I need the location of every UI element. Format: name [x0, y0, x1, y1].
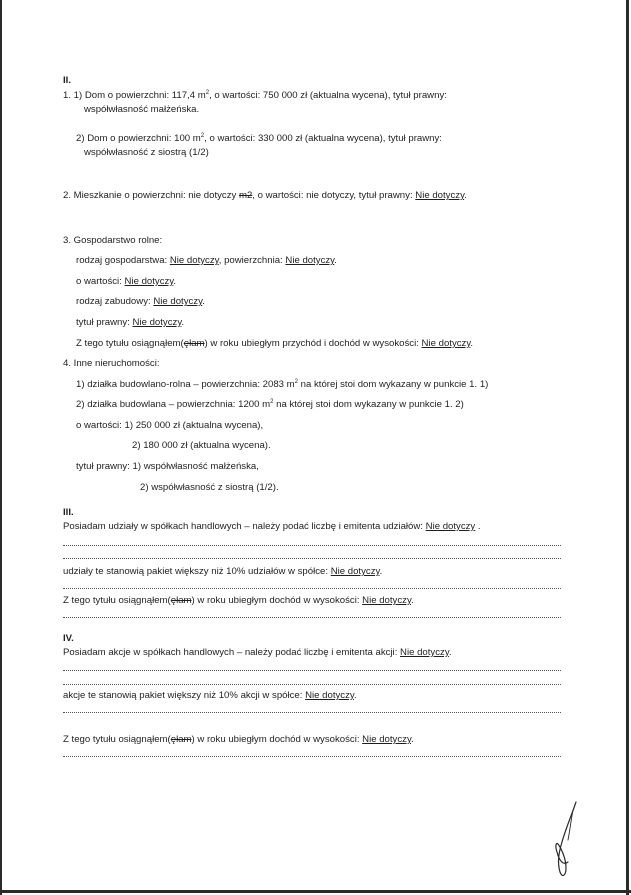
item-3-rodzaj: rodzaj gospodarstwa: Nie dotyczy, powierzchnia: Nie dotyczy. — [76, 255, 337, 266]
section-ii-heading: II. — [63, 75, 71, 86]
item-4-wartosc-1: o wartości: 1) 250 000 zł (aktualna wycena), — [76, 420, 264, 431]
item-4-tytul-2: 2) współwłasność z siostrą (1/2). — [140, 482, 279, 493]
section-iii-udzialy: Posiadam udziały w spółkach handlowych – należy podać liczbę i emitenta udziałów: Nie dotyczy . — [63, 521, 481, 532]
dotted-line — [63, 712, 561, 713]
section-iii-dochod: Z tego tytułu osiągnąłem(ęłam) w roku ubiegłym dochód w wysokości: Nie dotyczy. — [63, 595, 414, 606]
item-4-title: 4. Inne nieruchomości: — [63, 358, 160, 369]
item-1-1-cont: współwłasność małżeńska. — [84, 104, 200, 115]
item-4-dzialka-1: 1) działka budowlano-rolna – powierzchnia: 2083 $m^2$ na której stoi dom wykazany w punkcie 1. 1) — [76, 378, 489, 390]
item-3-title: 3. Gospodarstwo rolne: — [63, 235, 163, 246]
item-3-zabudowa: rodzaj zabudowy: Nie dotyczy. — [76, 296, 205, 307]
dotted-line — [63, 558, 561, 559]
item-4-wartosc-2: 2) 180 000 zł (aktualna wycena). — [132, 440, 271, 451]
item-2: 2. Mieszkanie o powierzchni: nie dotyczy m2, o wartości: nie dotyczy, tytuł prawny: Nie dotyczy. — [63, 190, 467, 201]
section-iv-pakiet: akcje te stanowią pakiet większy niż 10% akcji w spółce: Nie dotyczy. — [63, 690, 357, 701]
signature-icon — [546, 800, 586, 880]
dotted-line — [63, 545, 561, 546]
scan-edge-right — [626, 0, 629, 895]
item-3-dochod: Z tego tytułu osiągnąłem(ęłam) w roku ubiegłym przychód i dochód w wysokości: Nie dotyczy. — [76, 338, 474, 349]
dotted-line — [63, 617, 561, 618]
scan-edge-bottom — [0, 890, 631, 893]
item-4-dzialka-2: 2) działka budowlana – powierzchnia: 1200 $m^2$ na której stoi dom wykazany w punkcie 1. 2) — [76, 398, 464, 410]
scan-edge-left — [0, 0, 2, 895]
item-3-tytul: tytuł prawny: Nie dotyczy. — [76, 317, 185, 328]
section-iii-heading: III. — [63, 507, 74, 518]
item-3-wartosc: o wartości: Nie dotyczy. — [76, 276, 177, 287]
item-1-2-cont: współwłasność z siostrą (1/2) — [84, 147, 209, 158]
section-iii-pakiet: udziały te stanowią pakiet większy niż 10% udziałów w spółce: Nie dotyczy. — [63, 566, 383, 577]
dotted-line — [63, 756, 561, 757]
dotted-line — [63, 670, 561, 671]
section-iv-heading: IV. — [63, 633, 74, 644]
dotted-line — [63, 588, 561, 589]
dotted-line — [63, 684, 561, 685]
item-1-2: 2) Dom o powierzchni: 100 $m^2$, o wartości: 330 000 zł (aktualna wycena), tytuł prawny: — [76, 132, 442, 144]
item-4-tytul-1: tytuł prawny: 1) współwłasność małżeńska, — [76, 461, 259, 472]
section-iv-dochod: Z tego tytułu osiągnąłem(ęłam) w roku ubiegłym dochód w wysokości: Nie dotyczy. — [63, 734, 414, 745]
section-iv-akcje: Posiadam akcje w spółkach handlowych – należy podać liczbę i emitenta akcji: Nie dotyczy. — [63, 647, 452, 658]
item-1-1: 1. 1) Dom o powierzchni: 117,4 $m^2$, o wartości: 750 000 zł (aktualna wycena), tytuł prawny: — [63, 89, 447, 101]
